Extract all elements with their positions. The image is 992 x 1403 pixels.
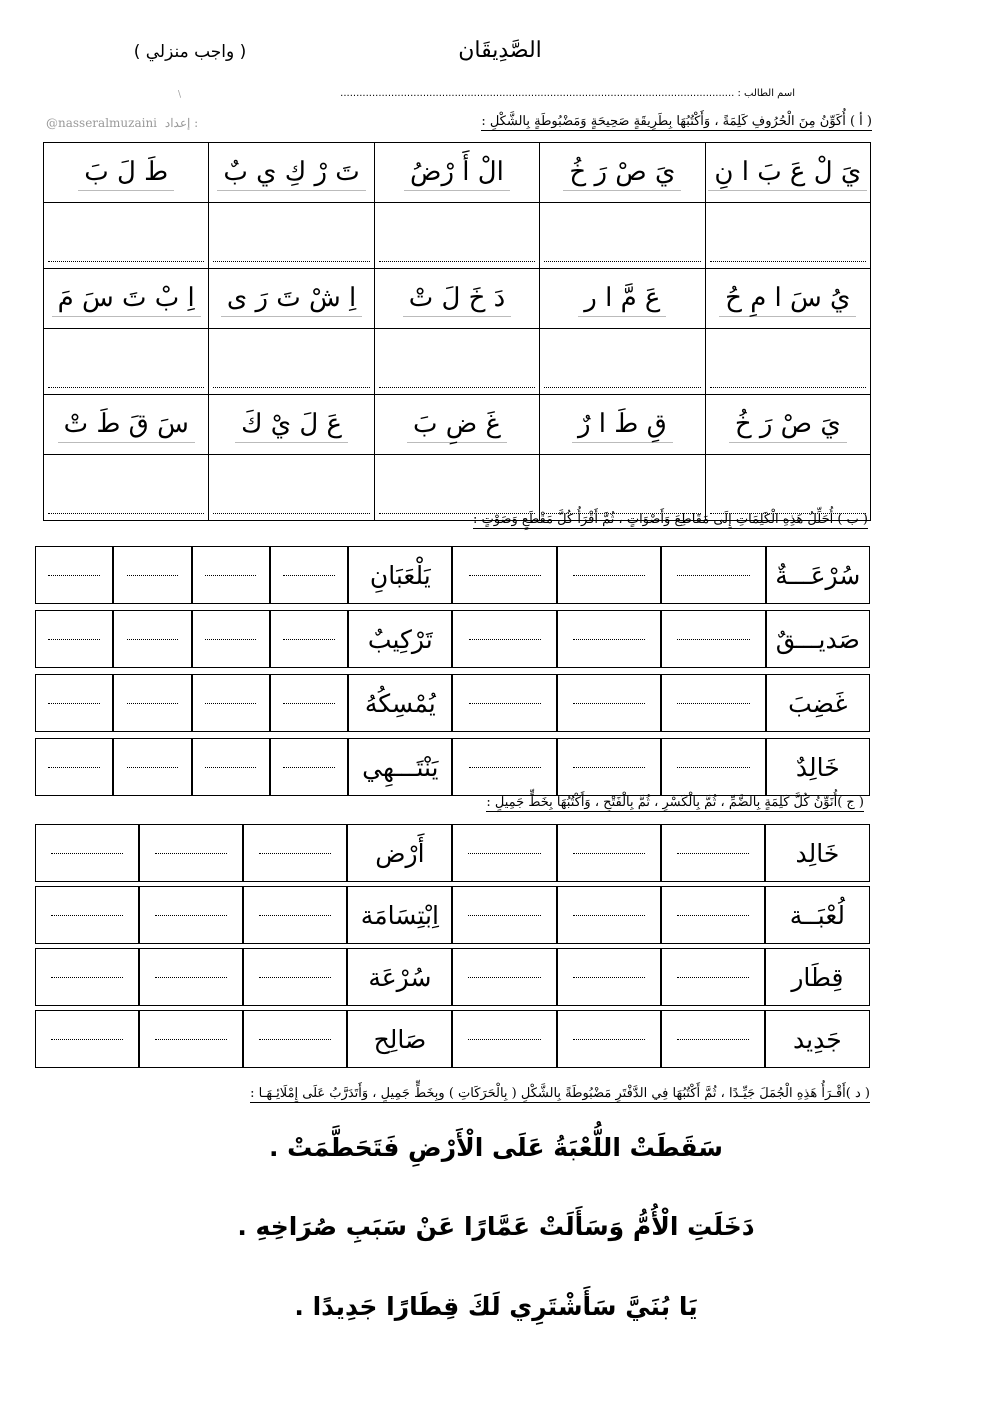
answer-blank[interactable] — [661, 824, 765, 882]
author-credit — [46, 116, 198, 130]
dotted-line — [573, 914, 645, 916]
letters-cell — [44, 395, 209, 455]
dotted-line — [48, 574, 99, 576]
analysis-row — [35, 610, 870, 668]
answer-blank[interactable] — [139, 948, 243, 1006]
section-c-table — [35, 820, 870, 1072]
answer-blank[interactable] — [452, 738, 556, 796]
dotted-line — [573, 976, 645, 978]
dotted-line — [48, 638, 99, 640]
letters-row — [44, 143, 871, 203]
dotted-line — [259, 1038, 331, 1040]
word-cell: صَالِح — [347, 1010, 452, 1068]
letters-cell — [209, 269, 374, 329]
answer-blank[interactable] — [540, 329, 705, 395]
dotted-line — [283, 638, 334, 640]
dotted-line — [469, 638, 541, 640]
letter-group: اِ بْ تَ سَ مَ — [52, 280, 201, 317]
answer-blank[interactable] — [209, 329, 374, 395]
dotted-line — [677, 766, 749, 768]
dotted-line — [710, 260, 866, 262]
letter-group: عَ لَ يْ كَ — [235, 406, 348, 443]
answer-blank[interactable] — [661, 1010, 765, 1068]
answer-blank[interactable] — [661, 674, 765, 732]
dotted-line — [155, 852, 227, 854]
write-row — [44, 329, 871, 395]
answer-blank[interactable] — [452, 610, 556, 668]
answer-blank[interactable] — [452, 824, 556, 882]
dotted-line — [573, 574, 645, 576]
answer-blank[interactable] — [374, 455, 539, 521]
letter-group: سَ قَ طَ تْ — [58, 406, 195, 443]
letter-group: تَ رْ كِ ي بٌ — [217, 154, 365, 191]
dotted-line — [710, 386, 866, 388]
answer-blank[interactable] — [35, 948, 139, 1006]
dotted-line — [51, 852, 123, 854]
dotted-line — [213, 386, 369, 388]
slash-mark: \ — [178, 90, 182, 100]
analysis-row — [35, 546, 870, 604]
answer-blank[interactable] — [452, 674, 556, 732]
dotted-line — [155, 914, 227, 916]
letters-cell — [705, 395, 870, 455]
answer-blank[interactable] — [35, 886, 139, 944]
letter-group: يَ لْ عَ بَ ا نِ — [708, 154, 867, 191]
dotted-line — [544, 260, 700, 262]
answer-blank[interactable] — [557, 674, 661, 732]
answer-blank[interactable] — [374, 203, 539, 269]
tanween-row — [35, 824, 870, 882]
dotted-line — [213, 260, 369, 262]
dotted-line — [48, 512, 204, 514]
answer-blank[interactable] — [35, 738, 113, 796]
letter-group: اِ شْ تَ رَ ى — [221, 280, 362, 317]
letters-cell — [374, 143, 539, 203]
letters-row — [44, 395, 871, 455]
letter-group: عَ مَّ ا ر — [578, 280, 666, 317]
letter-group: يَ صْ رَ خُ — [563, 154, 681, 191]
dotted-line — [283, 766, 334, 768]
dotted-line — [573, 1038, 645, 1040]
letters-cell — [540, 395, 705, 455]
answer-blank[interactable] — [661, 610, 765, 668]
section-b-table — [35, 540, 870, 802]
answer-blank[interactable] — [113, 674, 191, 732]
dotted-line — [205, 702, 256, 704]
answer-blank[interactable] — [243, 948, 347, 1006]
analysis-row — [35, 738, 870, 796]
answer-blank[interactable] — [452, 546, 556, 604]
tanween-row — [35, 948, 870, 1006]
answer-blank[interactable] — [243, 1010, 347, 1068]
word-cell: جَدِيد — [765, 1010, 870, 1068]
analysis-row — [35, 674, 870, 732]
answer-blank[interactable] — [452, 1010, 556, 1068]
sentence-1: سَقَطَتْ اللُّعْبَةُ عَلَى الْأَرْضِ فَتَحَطَّمَتْ . — [268, 1133, 723, 1162]
answer-blank[interactable] — [661, 948, 765, 1006]
word-cell: يُمْسِكُهُ — [348, 674, 452, 732]
dotted-line — [259, 914, 331, 916]
letters-row — [44, 269, 871, 329]
word-cell: صَديـــقٌ — [766, 610, 870, 668]
section-a-instruction: ( أ ) أُكَوِّنُ مِنَ الْحُرُوفِ كَلِمَةً ، وَأَكْتُبُهَا بِطَرِيقَةٍ صَحِيحَةٍ وَمَضْبُوطَةٍ بِالشَّكْلِ : — [481, 114, 872, 129]
answer-blank[interactable] — [661, 886, 765, 944]
letters-cell — [209, 395, 374, 455]
dotted-line — [51, 1038, 123, 1040]
answer-blank[interactable] — [139, 1010, 243, 1068]
word-cell: يَلْعَبَانِ — [348, 546, 452, 604]
dotted-line — [468, 976, 540, 978]
answer-blank[interactable] — [270, 674, 348, 732]
section-a-table — [43, 142, 871, 521]
dotted-line — [468, 852, 540, 854]
dotted-line — [51, 976, 123, 978]
word-cell: سُرْعَـــةٌ — [766, 546, 870, 604]
dotted-line — [127, 766, 178, 768]
dotted-line — [469, 766, 541, 768]
letters-cell — [705, 143, 870, 203]
tanween-row — [35, 1010, 870, 1068]
answer-blank[interactable] — [209, 455, 374, 521]
dotted-line — [573, 638, 645, 640]
answer-blank[interactable] — [35, 546, 113, 604]
answer-blank[interactable] — [44, 203, 209, 269]
letters-cell — [705, 269, 870, 329]
answer-blank[interactable] — [270, 546, 348, 604]
dotted-line — [468, 914, 540, 916]
answer-blank[interactable] — [705, 203, 870, 269]
dotted-line — [205, 638, 256, 640]
answer-blank[interactable] — [661, 738, 765, 796]
dotted-line — [677, 852, 749, 854]
student-name-line: اسم الطالب : ............................................................................................................................ — [340, 88, 795, 99]
dotted-line — [259, 976, 331, 978]
letters-cell — [44, 143, 209, 203]
answer-blank[interactable] — [452, 886, 556, 944]
letters-cell — [44, 269, 209, 329]
letters-cell — [374, 269, 539, 329]
dotted-line — [573, 702, 645, 704]
answer-blank[interactable] — [557, 546, 661, 604]
letter-group: يَ صْ رَ خُ — [729, 406, 847, 443]
dotted-line — [48, 702, 99, 704]
dotted-line — [48, 766, 99, 768]
answer-blank[interactable] — [540, 455, 705, 521]
letters-cell — [540, 143, 705, 203]
answer-blank[interactable] — [705, 455, 870, 521]
dotted-line — [205, 766, 256, 768]
answer-blank[interactable] — [661, 546, 765, 604]
letter-group: دَ خَ لَ تْ — [403, 280, 512, 317]
word-cell: خَالِد — [765, 824, 870, 882]
dotted-line — [283, 574, 334, 576]
write-row — [44, 455, 871, 521]
dotted-line — [213, 512, 369, 514]
answer-blank[interactable] — [35, 610, 113, 668]
answer-blank[interactable] — [139, 824, 243, 882]
dotted-line — [573, 766, 645, 768]
answer-blank[interactable] — [35, 674, 113, 732]
dotted-line — [379, 260, 535, 262]
dotted-line — [677, 574, 749, 576]
credit-label: إعداد : — [164, 116, 199, 130]
dotted-line — [379, 386, 535, 388]
answer-blank[interactable] — [557, 886, 661, 944]
letter-group: طَ لَ بَ — [78, 154, 174, 191]
answer-blank[interactable] — [243, 886, 347, 944]
credit-handle: @nasseralmuzaini — [46, 116, 158, 130]
answer-blank[interactable] — [557, 738, 661, 796]
answer-blank[interactable] — [192, 610, 270, 668]
dotted-line — [469, 702, 541, 704]
dotted-line — [677, 1038, 749, 1040]
dotted-line — [155, 1038, 227, 1040]
sentence-3: يَا بُنَيَّ سَأَشْتَرِي لَكَ قِطَارًا جَدِيدًا . — [294, 1292, 698, 1321]
answer-blank[interactable] — [209, 203, 374, 269]
section-c-instruction: ( ج )أُنَوِّنُ كُلَّ كَلِمَةٍ بِالضَّمِّ ، ثُمَّ بِالْكَسْرِ ، ثُمَّ بِالْفَتْحِ ، وَأَكْتُبُهَا بِخَطٍّ جَمِيلٍ : — [486, 795, 864, 810]
word-cell: اِبْتِسَامَة — [347, 886, 452, 944]
answer-blank[interactable] — [35, 1010, 139, 1068]
word-cell: يَنْتَـــهِي — [348, 738, 452, 796]
dotted-line — [51, 914, 123, 916]
dotted-line — [677, 914, 749, 916]
answer-blank[interactable] — [557, 824, 661, 882]
sentence-2: دَخَلَتِ الْأُمُّ وَسَأَلَتْ عَمَّارًا عَنْ سَبَبِ صُرَاخِهِ . — [237, 1212, 755, 1241]
word-cell: قِطَار — [765, 948, 870, 1006]
answer-blank[interactable] — [192, 546, 270, 604]
word-cell: أَرْض — [347, 824, 452, 882]
answer-blank[interactable] — [139, 886, 243, 944]
answer-blank[interactable] — [452, 948, 556, 1006]
answer-blank[interactable] — [374, 329, 539, 395]
letter-group: قِ طَ ا رٌ — [572, 406, 673, 443]
dotted-line — [259, 852, 331, 854]
letters-cell — [209, 143, 374, 203]
answer-blank[interactable] — [705, 329, 870, 395]
dotted-line — [48, 260, 204, 262]
letter-group: يُ سَ ا مِ حُ — [719, 280, 856, 317]
page-title: الصَّدِيقَان — [458, 38, 542, 63]
letter-group: غَ ضِ بَ — [407, 406, 507, 443]
letters-cell — [540, 269, 705, 329]
word-cell: خَالِدٌ — [766, 738, 870, 796]
dotted-line — [283, 702, 334, 704]
dotted-line — [677, 976, 749, 978]
dotted-line — [469, 574, 541, 576]
letter-group: الْ أَ رْضُ — [404, 154, 510, 191]
answer-blank[interactable] — [557, 610, 661, 668]
answer-blank[interactable] — [192, 674, 270, 732]
dotted-line — [155, 976, 227, 978]
word-cell: غَضِبَ — [766, 674, 870, 732]
answer-blank[interactable] — [44, 329, 209, 395]
section-d-instruction: ( د )أَقْـرَأُ هَذِهِ الْجُمَلَ جَيِّـدًا ، ثُمَّ أَكْتُبُهَا فِي الدَّفْتَرِ مَضْبُوطَةً بِالشَّكْلِ ( بِالْحَرَكَاتِ ) وبِخَطٍّ جَمِيلٍ ، وَأَتَدَرَّبُ عَلَى إِمْلَائِـهَـا : — [250, 1086, 870, 1101]
answer-blank[interactable] — [192, 738, 270, 796]
letters-cell — [374, 395, 539, 455]
dotted-line — [127, 638, 178, 640]
dotted-line — [677, 638, 749, 640]
dotted-line — [127, 574, 178, 576]
section-b-instruction: ( ب ) أُحَلِّلُ هَذِهِ الْكَلِمَاتِ إِلَى مَقَاطِعَ وَأَصْوَاتٍ ، ثُمَّ أَقْرَأُ كُلَّ مَقْطَعٍ وَصَوْتٍ : — [473, 512, 868, 527]
answer-blank[interactable] — [270, 738, 348, 796]
word-cell: لُعْبَــة — [765, 886, 870, 944]
dotted-line — [677, 702, 749, 704]
dotted-line — [468, 1038, 540, 1040]
answer-blank[interactable] — [113, 610, 191, 668]
dotted-line — [573, 852, 645, 854]
tanween-row — [35, 886, 870, 944]
answer-blank[interactable] — [113, 738, 191, 796]
answer-blank[interactable] — [35, 824, 139, 882]
answer-blank[interactable] — [557, 948, 661, 1006]
answer-blank[interactable] — [270, 610, 348, 668]
dotted-line — [544, 386, 700, 388]
write-row — [44, 203, 871, 269]
answer-blank[interactable] — [113, 546, 191, 604]
answer-blank[interactable] — [540, 203, 705, 269]
word-cell: سُرْعَة — [347, 948, 452, 1006]
answer-blank[interactable] — [44, 455, 209, 521]
dotted-line — [205, 574, 256, 576]
homework-label: ( واجب منزلي ) — [133, 42, 247, 62]
dotted-line — [48, 386, 204, 388]
answer-blank[interactable] — [557, 1010, 661, 1068]
word-cell: تَرْكِيبٌ — [348, 610, 452, 668]
dotted-line — [127, 702, 178, 704]
answer-blank[interactable] — [243, 824, 347, 882]
